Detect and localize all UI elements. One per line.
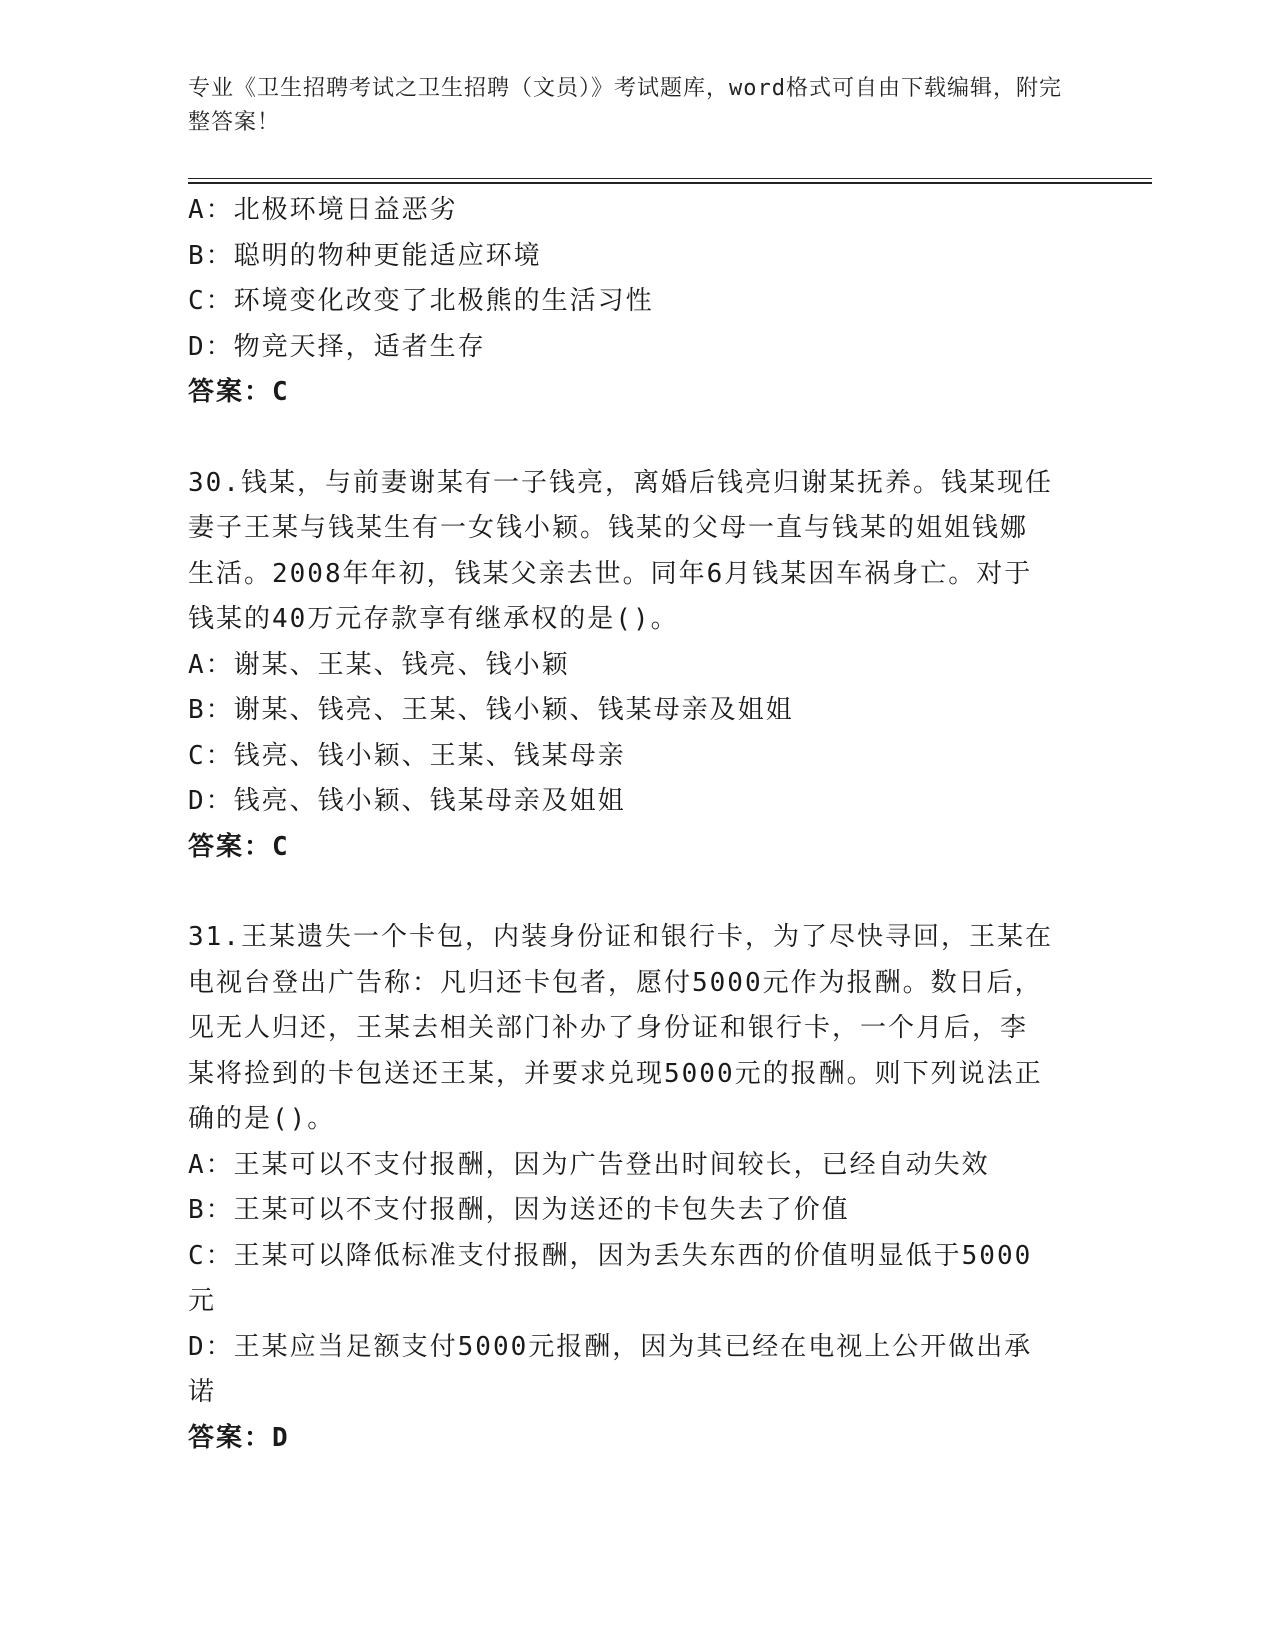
option-a: A：谢某、王某、钱亮、钱小颖 [188,649,570,680]
option-b: B：谢某、钱亮、王某、钱小颖、钱某母亲及姐姐 [188,695,794,725]
question-stem: 钱某的40万元存款享有继承权的是()。 [188,604,679,634]
question-stem: 妻子王某与钱某生有一女钱小颖。钱某的父母一直与钱某的姐姐钱娜 [188,513,1029,543]
question-30 [188,461,1068,871]
question-stem: 某将捡到的卡包送还王某，并要求兑现5000元的报酬。则下列说法正 [188,1058,1043,1089]
answer: 答案：C [188,377,290,407]
option-a: A：王某可以不支付报酬，因为广告登出时间较长，已经自动失效 [188,1149,990,1180]
question-stem: 31.王某遗失一个卡包，内装身份证和银行卡，为了尽快寻回，王某在 [188,922,1053,952]
option-c-continued: 元 [188,1286,217,1316]
question-stem: 见无人归还，王某去相关部门补办了身份证和银行卡，一个月后，李 [188,1013,1029,1043]
option-b: B：王某可以不支付报酬，因为送还的卡包失去了价值 [188,1195,850,1225]
document-header [188,72,1068,140]
question-stem: 30.钱某，与前妻谢某有一子钱亮，离婚后钱亮归谢某抚养。钱某现任 [188,467,1053,498]
option-d-continued: 诺 [188,1377,217,1407]
option-c: C：环境变化改变了北极熊的生活习性 [188,286,654,316]
answer: 答案：C [188,831,290,862]
option-a: A：北极环境日益恶劣 [188,195,458,225]
question-stem: 电视台登出广告称：凡归还卡包者，愿付5000元作为报酬。数日后， [188,967,1043,998]
header-text: 专业《卫生招聘考试之卫生招聘（文员）》考试题库，word格式可自由下载编辑，附完整答案！ [188,76,1062,135]
spacer [188,870,1068,915]
document-body [188,188,1068,1461]
question-stem: 确的是()。 [188,1104,336,1134]
header-divider-thin [188,178,1152,179]
header-divider-thick [188,182,1152,184]
question-stem: 生活。2008年年初，钱某父亲去世。同年6月钱某因车祸身亡。对于 [188,558,1033,589]
option-b: B：聪明的物种更能适应环境 [188,240,542,271]
option-c: C：王某可以降低标准支付报酬，因为丢失东西的价值明显低于5000 [188,1240,1033,1271]
question-29 [188,188,1068,416]
option-d: D：物竞天择，适者生存 [188,331,486,362]
spacer [188,416,1068,461]
option-d: D：钱亮、钱小颖、钱某母亲及姐姐 [188,786,626,816]
option-c: C：钱亮、钱小颖、王某、钱某母亲 [188,740,626,771]
question-31 [188,915,1068,1461]
answer: 答案：D [188,1422,290,1453]
option-d: D：王某应当足额支付5000元报酬，因为其已经在电视上公开做出承 [188,1331,1033,1362]
